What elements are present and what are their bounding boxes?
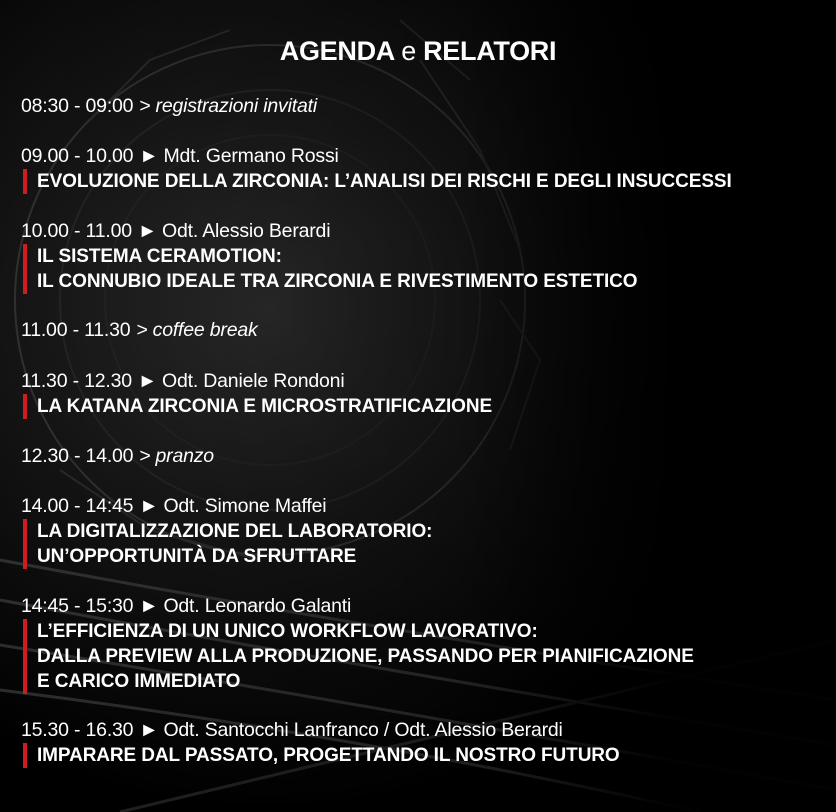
speaker-name: Odt. Simone Maffei — [163, 495, 327, 517]
time-range: 09.00 - 10.00 — [21, 145, 134, 167]
break-note: pranzo — [155, 445, 214, 467]
speaker-name: Mdt. Germano Rossi — [163, 145, 339, 167]
agenda-item-coffee-break — [21, 318, 821, 342]
play-triangle-icon: ► — [137, 370, 157, 392]
talk-title-line: L’EFFICIENZA DI UN UNICO WORKFLOW LAVORATIVO: — [37, 621, 538, 642]
talk-title-line: IL SISTEMA CERAMOTION: — [37, 246, 282, 267]
play-triangle-icon: ► — [139, 595, 159, 617]
agenda-item-registrazioni — [21, 94, 821, 118]
time-range: 11.30 - 12.30 — [21, 370, 132, 392]
talk-title-line: E CARICO IMMEDIATO — [37, 671, 241, 692]
talk-title — [23, 394, 821, 419]
speaker-name: Odt. Alessio Berardi — [162, 220, 331, 242]
title-main: AGENDA — [279, 36, 394, 66]
play-triangle-icon: ► — [137, 220, 157, 242]
talk-title — [23, 619, 821, 694]
agenda-item-lanfranco-berardi — [21, 718, 821, 768]
talk-title — [23, 743, 821, 768]
break-note: coffee break — [152, 319, 258, 341]
agenda-item-maffei — [21, 494, 821, 569]
time-range: 14:45 - 15:30 — [21, 595, 134, 617]
title-connector: e — [401, 36, 416, 66]
speaker-name: Odt. Santocchi Lanfranco / Odt. Alessio Berardi — [163, 719, 563, 741]
time-range: 11.00 - 11.30 — [21, 319, 131, 341]
talk-title-line: UN’OPPORTUNITÀ DA SFRUTTARE — [37, 546, 357, 567]
time-range: 14.00 - 14:45 — [21, 495, 134, 517]
agenda-item-berardi — [21, 219, 821, 294]
agenda-item-galanti — [21, 594, 821, 694]
time-range: 15.30 - 16.30 — [21, 719, 134, 741]
time-range: 12.30 - 14.00 — [21, 445, 134, 467]
play-triangle-icon: ► — [139, 719, 159, 741]
talk-title — [23, 244, 821, 294]
talk-title — [23, 519, 821, 569]
agenda-item-rondoni — [21, 369, 821, 419]
talk-title-line: DALLA PREVIEW ALLA PRODUZIONE, PASSANDO PER PIANIFICAZIONE — [37, 646, 694, 667]
play-triangle-icon: ► — [139, 145, 159, 167]
talk-title-line: LA DIGITALIZZAZIONE DEL LABORATORIO: — [37, 521, 433, 542]
greater-than-icon: > — [139, 445, 151, 467]
speaker-name: Odt. Daniele Rondoni — [162, 370, 345, 392]
greater-than-icon: > — [136, 319, 148, 341]
page-title — [0, 36, 836, 67]
agenda-item-pranzo — [21, 444, 821, 468]
talk-title-line: LA KATANA ZIRCONIA E MICROSTRATIFICAZIONE — [37, 396, 493, 417]
break-note: registrazioni invitati — [155, 95, 317, 117]
speaker-name: Odt. Leonardo Galanti — [163, 595, 352, 617]
talk-title-line: IL CONNUBIO IDEALE TRA ZIRCONIA E RIVESTIMENTO ESTETICO — [37, 271, 638, 292]
talk-title-line: EVOLUZIONE DELLA ZIRCONIA: L’ANALISI DEI RISCHI E DEGLI INSUCCESSI — [37, 171, 732, 192]
play-triangle-icon: ► — [139, 495, 159, 517]
time-range: 08:30 - 09:00 — [21, 95, 134, 117]
time-range: 10.00 - 11.00 — [21, 220, 132, 242]
agenda-item-rossi — [21, 144, 821, 194]
title-second: RELATORI — [423, 36, 557, 66]
greater-than-icon: > — [139, 95, 151, 117]
talk-title — [23, 169, 821, 194]
talk-title-line: IMPARARE DAL PASSATO, PROGETTANDO IL NOSTRO FUTURO — [37, 745, 620, 766]
